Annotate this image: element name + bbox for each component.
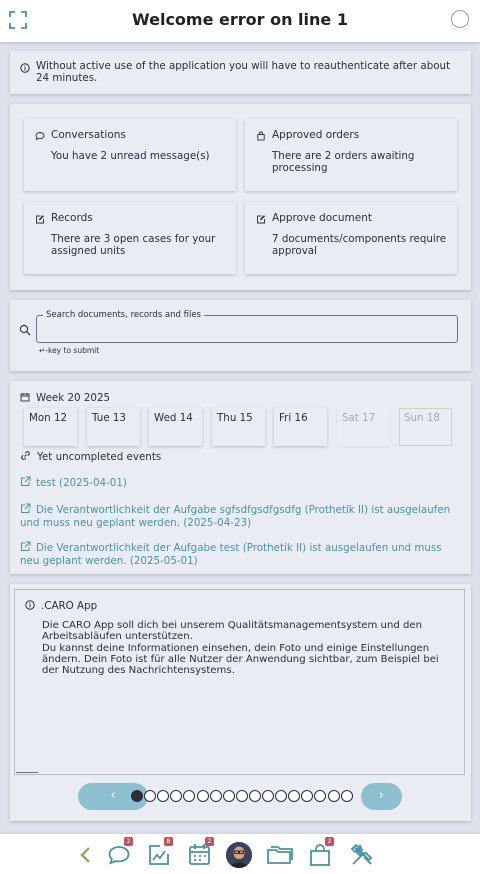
pagination-dot[interactable] <box>223 790 235 802</box>
pagination-dot[interactable] <box>236 790 248 802</box>
card-body: You have 2 unread message(s) <box>51 150 210 162</box>
card-title: Approved orders <box>272 129 360 141</box>
edit-icon <box>35 214 45 224</box>
uncompleted-title: Yet uncompleted events <box>37 451 162 463</box>
profile-photo <box>226 842 252 868</box>
calendar-button[interactable] <box>186 834 216 874</box>
pagination-dot[interactable] <box>210 790 222 802</box>
chat-icon <box>35 131 45 141</box>
pagination-dot[interactable] <box>249 790 261 802</box>
pagination-dot[interactable] <box>314 790 326 802</box>
orders-button[interactable] <box>306 834 336 874</box>
search-icon <box>19 324 31 336</box>
pagination-dot[interactable] <box>288 790 300 802</box>
search-panel <box>10 300 471 371</box>
uncompleted-header <box>20 450 161 463</box>
info-paragraph: Du kannst deine Informationen einsehen, dein Foto und einige Einstellungen ändern. Dein Foto ist für alle Nutzer der Anwendung sichtbar, zum Beispiel bei der Nutzung des Nachrichtensystems. <box>42 642 439 677</box>
session-notice <box>10 51 471 94</box>
event-link[interactable] <box>20 541 460 567</box>
info-paragraph: Die CARO App soll dich bei unserem Qualitätsmanagementsystem und den Arbeitsabläufen unterstützen. <box>42 620 422 643</box>
link-icon <box>20 450 31 461</box>
next-button[interactable]: › <box>361 783 402 810</box>
records-button[interactable] <box>145 834 175 874</box>
overview-cards <box>10 104 471 290</box>
search-label: Search documents, records and files <box>46 310 201 320</box>
day-wed[interactable]: Wed 14 <box>149 408 202 446</box>
card-body: There are 3 open cases for your assigned units <box>51 233 216 257</box>
page-title: Welcome error on line 1 <box>132 10 348 29</box>
event-text: Die Verantwortlichkeit der Aufgabe test (Prothetik II) ist ausgelaufen und muss neu geplant werden. (2025-05-01) <box>20 542 442 567</box>
info-header <box>25 600 97 612</box>
messages-badge: 2 <box>124 837 133 846</box>
card-approve-document[interactable] <box>245 202 457 274</box>
day-tue[interactable]: Tue 13 <box>87 408 140 446</box>
pagination-dot[interactable] <box>301 790 313 802</box>
pagination-dot[interactable] <box>262 790 274 802</box>
day-mon[interactable]: Mon 12 <box>24 408 77 446</box>
week-header <box>20 392 110 404</box>
calendar-icon <box>20 392 30 402</box>
orders-badge: 2 <box>325 837 334 846</box>
pagination-dot[interactable] <box>144 790 156 802</box>
calendar-badge: 2 <box>205 837 214 846</box>
status-circle-icon[interactable] <box>451 10 469 28</box>
card-body: There are 2 orders awaiting processing <box>272 150 415 174</box>
pagination-dot[interactable] <box>341 790 353 802</box>
day-fri[interactable]: Fri 16 <box>274 408 327 446</box>
pagination-dot[interactable] <box>170 790 182 802</box>
pagination-dot[interactable] <box>131 790 143 802</box>
event-link[interactable] <box>20 476 460 490</box>
card-records[interactable] <box>24 202 236 274</box>
pagination-dot[interactable] <box>157 790 169 802</box>
week-calendar <box>10 381 471 574</box>
prev-button[interactable]: ‹ <box>78 783 148 810</box>
bag-icon <box>256 131 266 141</box>
pagination-dot[interactable] <box>328 790 340 802</box>
back-chevron-icon[interactable] <box>72 841 100 869</box>
info-body <box>42 620 452 676</box>
edit-icon <box>256 214 266 224</box>
card-body: 7 documents/components require approval <box>272 233 447 257</box>
pagination-dot[interactable] <box>275 790 287 802</box>
records-badge: 8 <box>164 837 173 846</box>
event-text: test (2025-04-01) <box>36 477 127 489</box>
search-input[interactable] <box>36 310 458 343</box>
week-title: Week 20 2025 <box>36 392 111 404</box>
card-conversations[interactable] <box>24 119 236 191</box>
info-title: .CARO App <box>41 600 98 612</box>
info-icon <box>25 600 35 610</box>
pagination-dot[interactable] <box>183 790 195 802</box>
info-scroll-area[interactable] <box>14 589 465 775</box>
external-link-icon <box>20 503 31 514</box>
external-link-icon <box>20 476 31 487</box>
pagination-dot[interactable] <box>197 790 209 802</box>
card-title: Conversations <box>51 129 126 141</box>
notice-text: Without active use of the application you will have to reauthenticate after about 24 minutes. <box>36 60 451 84</box>
avatar[interactable] <box>226 842 252 868</box>
folder-icon[interactable] <box>265 841 293 869</box>
day-thu[interactable]: Thu 15 <box>212 408 265 446</box>
bottom-nav <box>0 834 480 874</box>
top-bar <box>0 0 480 42</box>
event-text: Die Verantwortlichkeit der Aufgabe sgfsdfgsdfgsdfg (Prothetik II) ist ausgelaufen und muss neu geplant werden. (2025-04-23) <box>20 504 451 529</box>
external-link-icon <box>20 541 31 552</box>
card-title: Records <box>51 212 93 224</box>
card-title: Approve document <box>272 212 373 224</box>
card-approved-orders[interactable] <box>245 119 457 191</box>
app-info-panel <box>10 584 471 821</box>
messages-button[interactable] <box>104 834 134 874</box>
day-sun[interactable]: Sun 18 <box>399 408 452 446</box>
info-icon <box>20 63 30 73</box>
search-hint: ↵-key to submit <box>39 346 100 355</box>
tools-icon[interactable] <box>348 841 376 869</box>
scrollbar[interactable] <box>16 772 38 774</box>
day-sat[interactable]: Sat 17 <box>337 408 390 446</box>
event-link[interactable] <box>20 503 460 529</box>
